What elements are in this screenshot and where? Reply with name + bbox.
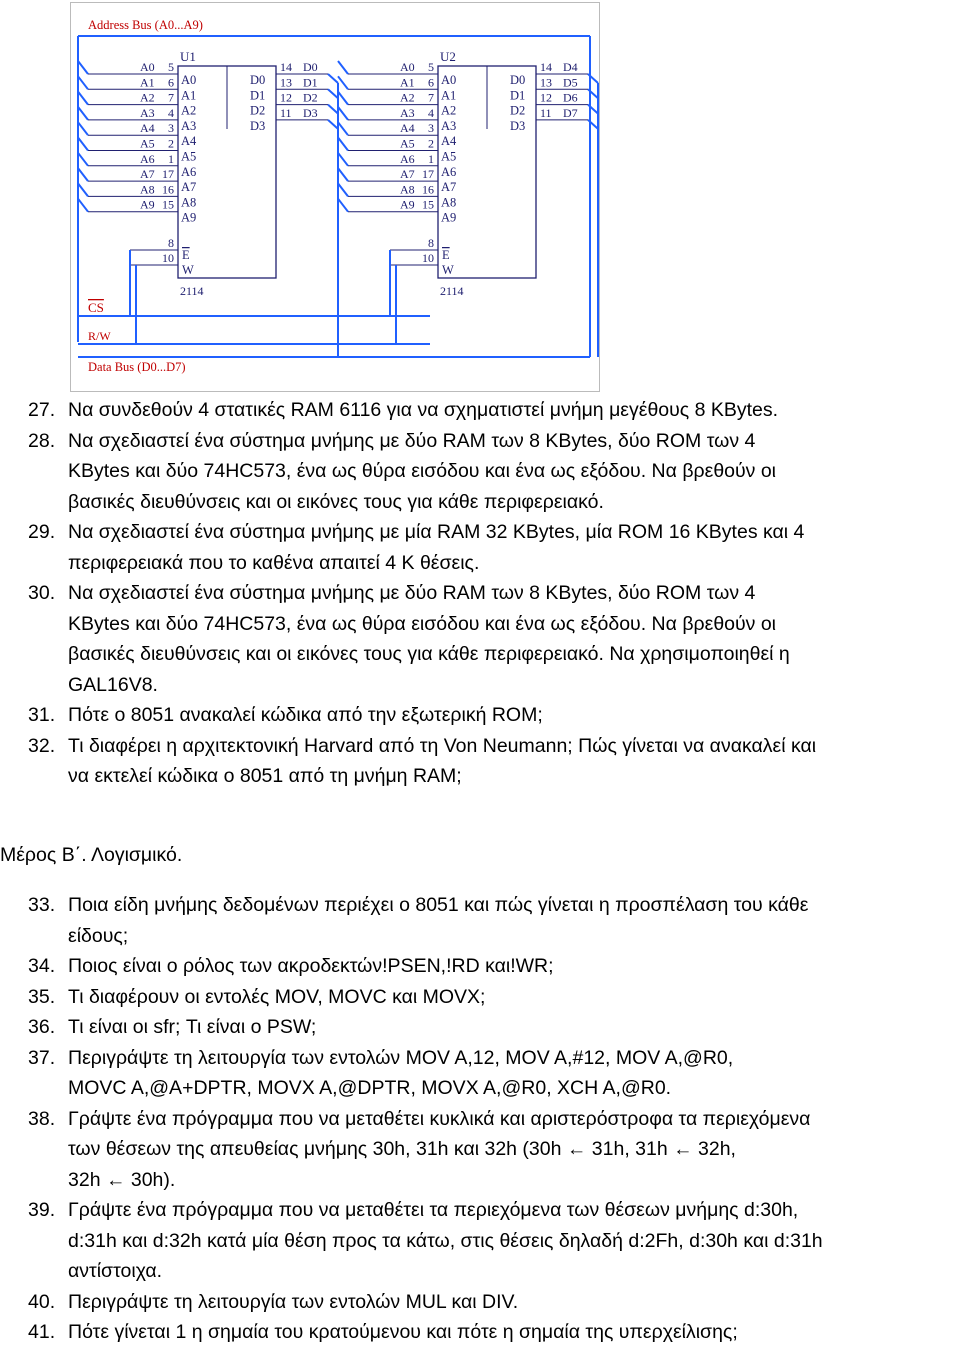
question-text-line: Τι διαφέρουν οι εντολές MOV, MOVC και MOVX; (68, 985, 486, 1008)
question-text-line: Γράψτε ένα πρόγραμμα που να μεταθέτει κυκλικά και αριστερόστροφα τα περιεχόμενα (68, 1107, 811, 1130)
data-bus-name: D0 (303, 60, 318, 74)
addr-bus-name: A9 (400, 197, 415, 212)
chip-part: 2114 (440, 284, 464, 298)
data-bus-label: Data Bus (D0...D7) (88, 360, 186, 374)
question-text-line: να εκτελεί κώδικα ο 8051 από τη μνήμη RAM; (68, 765, 462, 787)
addr-pin-name: A3 (181, 118, 197, 133)
addr-pin-name: A0 (441, 73, 457, 87)
question-number: 40. (28, 1290, 56, 1313)
question-number: 37. (28, 1046, 56, 1069)
question-text-line: Πότε γίνεται 1 η σημαία του κρατούμενου και πότε η σημαία της υπερχείλισης; (68, 1321, 738, 1343)
question-text-line: Τι είναι οι sfr; Τι είναι ο PSW; (68, 1016, 317, 1038)
addr-bus-name: A7 (140, 167, 155, 182)
ctrl-pin-name: W (182, 263, 194, 277)
addr-pin-number: 16 (162, 182, 174, 197)
addr-pin-name: A7 (181, 180, 197, 195)
addr-pin-number: 7 (428, 90, 434, 105)
question-text-line: Να συνδεθούν 4 στατικές RAM 6116 για να σχηματιστεί μνήμη μεγέθους 8 KBytes. (68, 399, 779, 421)
question-number: 32. (28, 734, 56, 757)
addr-bus-name: A2 (400, 90, 415, 105)
question-text-line: Πότε ο 8051 ανακαλεί κώδικα από την εξωτερική ROM; (68, 704, 543, 726)
question-number: 30. (28, 582, 56, 604)
addr-bus-name: A7 (400, 167, 415, 182)
data-pin-name: D2 (510, 103, 526, 118)
addr-pin-name: A7 (441, 180, 457, 195)
addr-pin-name: A1 (181, 88, 197, 103)
question-text-line: KBytes και δύο 74HC573, ένα ως θύρα εισόδου και ένα ως εξόδου. Να βρεθούν οι (68, 460, 777, 482)
question-number: 34. (28, 955, 56, 977)
ctrl-pin-name: E (182, 248, 190, 262)
question-text-line: Να σχεδιαστεί ένα σύστημα μνήμης με μία RAM 32 KBytes, μία ROM 16 KBytes και 4 (68, 521, 805, 543)
question-text-line: 32h ← 30h). (68, 1168, 176, 1191)
addr-bus-name: A0 (400, 60, 415, 74)
addr-pin-name: A9 (181, 210, 197, 225)
addr-bus-name: A5 (140, 136, 155, 151)
addr-pin-name: A3 (441, 118, 457, 133)
question-text-line: Γράψτε ένα πρόγραμμα που να μεταθέτει τα περιεχόμενα των θέσεων μνήμης d:30h, (68, 1199, 799, 1221)
data-pin-name: D2 (250, 103, 266, 118)
addr-pin-name: A2 (181, 103, 197, 118)
addr-pin-name: A5 (181, 149, 197, 164)
question-number: 31. (28, 704, 56, 726)
data-pin-number: 12 (540, 90, 552, 105)
question-text-line: είδους; (68, 924, 129, 947)
question-text-line: Ποιος είναι ο ρόλος των ακροδεκτών!PSEN,!RD και!WR; (68, 955, 554, 977)
addr-pin-number: 4 (428, 105, 434, 120)
question-text-line: Ποια είδη μνήμης δεδομένων περιέχει ο 8051 και πώς γίνεται η προσπέλαση του κάθε (68, 894, 809, 916)
addr-bus-name: A4 (400, 121, 415, 136)
question-number: 41. (28, 1321, 56, 1343)
addr-bus-name: A9 (140, 197, 155, 212)
addr-bus-name: A3 (400, 105, 415, 120)
addr-bus-name: A6 (140, 151, 155, 166)
question-text-line: Τι διαφέρει η αρχιτεκτονική Harvard από τη Von Neumann; Πώς γίνεται να ανακαλεί και (68, 734, 817, 757)
question-text-line: MOVC A,@A+DPTR, MOVX A,@DPTR, MOVX A,@R0, XCH A,@R0. (68, 1077, 672, 1099)
question-text-line: βασικές διευθύνσεις και οι εικόνες τους για κάθε περιφερειακό. (68, 490, 604, 513)
cs-label: CS (88, 300, 104, 315)
data-pin-number: 14 (280, 60, 292, 74)
addr-pin-number: 5 (168, 60, 174, 74)
addr-pin-number: 1 (168, 151, 174, 166)
addr-pin-name: A2 (441, 103, 457, 118)
question-text-line: αντίστοιχα. (68, 1260, 163, 1282)
addr-pin-number: 3 (168, 121, 174, 136)
data-pin-number: 13 (280, 75, 292, 90)
data-bus-name: D2 (303, 90, 318, 105)
addr-pin-number: 17 (422, 167, 434, 182)
question-number: 38. (28, 1107, 56, 1130)
data-pin-name: D1 (510, 88, 526, 103)
addr-bus-name: A8 (400, 182, 415, 197)
data-bus-name: D7 (563, 105, 578, 120)
rw-label: R/W (88, 329, 111, 343)
data-bus-name: D6 (563, 90, 578, 105)
data-bus-name: D4 (563, 60, 578, 74)
addr-pin-number: 4 (168, 105, 174, 120)
chip-ref: U2 (440, 49, 456, 64)
data-pin-name: D0 (250, 73, 266, 87)
data-bus-name: D3 (303, 105, 318, 120)
addr-pin-name: A8 (181, 195, 197, 210)
addr-bus-name: A4 (140, 121, 155, 136)
addr-pin-number: 2 (428, 136, 434, 151)
question-number: 39. (28, 1199, 56, 1221)
data-pin-number: 14 (540, 60, 552, 74)
question-number: 27. (28, 399, 56, 421)
data-bus-name: D1 (303, 75, 318, 90)
addr-pin-number: 5 (428, 60, 434, 74)
data-pin-number: 12 (280, 90, 292, 105)
question-number: 36. (28, 1016, 56, 1038)
addr-pin-name: A6 (441, 164, 457, 179)
chip-part: 2114 (180, 284, 204, 298)
question-text-line: Περιγράψτε τη λειτουργία των εντολών MUL και DIV. (68, 1290, 519, 1313)
addr-bus-name: A3 (140, 105, 155, 120)
question-text-line: περιφερειακά που το καθένα απαιτεί 4 Κ θέσεις. (68, 551, 480, 574)
addr-bus-name: A5 (400, 136, 415, 151)
question-number: 35. (28, 985, 56, 1008)
addr-bus-name: A2 (140, 90, 155, 105)
addr-pin-name: A0 (181, 73, 197, 87)
addr-bus-name: A6 (400, 151, 415, 166)
memory-schematic (70, 2, 600, 392)
addr-pin-number: 6 (168, 75, 174, 90)
addr-bus-name: A0 (140, 60, 155, 74)
ctrl-pin-name: E (442, 248, 450, 262)
addr-pin-number: 7 (168, 90, 174, 105)
addr-pin-name: A1 (441, 88, 457, 103)
addr-pin-name: A9 (441, 210, 457, 225)
addr-pin-name: A4 (441, 134, 457, 149)
chip-ref: U1 (180, 49, 196, 64)
addr-pin-number: 16 (422, 182, 434, 197)
addr-pin-number: 15 (422, 197, 434, 212)
data-pin-number: 11 (540, 105, 552, 120)
data-pin-number: 13 (540, 75, 552, 90)
question-text-line: KBytes και δύο 74HC573, ένα ως θύρα εισόδου και ένα ως εξόδου. Να βρεθούν οι (68, 612, 777, 635)
addr-pin-name: A4 (181, 134, 197, 149)
addr-pin-number: 2 (168, 136, 174, 151)
addr-pin-name: A5 (441, 149, 457, 164)
question-number: 28. (28, 429, 56, 452)
question-text-line: των θέσεων της απευθείας μνήμης 30h, 31h και 32h (30h ← 31h, 31h ← 32h, (68, 1138, 736, 1160)
data-pin-name: D3 (250, 118, 266, 133)
ctrl-pin-number: 8 (168, 236, 174, 250)
data-pin-name: D1 (250, 88, 266, 103)
addr-bus-name: A1 (140, 75, 155, 90)
addr-pin-number: 6 (428, 75, 434, 90)
question-text-line: d:31h και d:32h κατά μία θέση προς τα κάτω, στις θέσεις δηλαδή d:2Fh, d:30h και d:31h (68, 1229, 823, 1252)
question-text-line: Να σχεδιαστεί ένα σύστημα μνήμης με δύο RAM των 8 KBytes, δύο ROM των 4 (68, 429, 756, 452)
addr-pin-name: A8 (441, 195, 457, 210)
ctrl-pin-number: 10 (162, 251, 174, 265)
question-number: 29. (28, 521, 56, 543)
data-bus-name: D5 (563, 75, 578, 90)
ctrl-pin-number: 10 (422, 251, 434, 265)
addr-pin-name: A6 (181, 164, 197, 179)
addr-bus-name: A1 (400, 75, 415, 90)
addr-pin-number: 3 (428, 121, 434, 136)
data-pin-number: 11 (280, 105, 292, 120)
ctrl-pin-number: 8 (428, 236, 434, 250)
question-text-line: βασικές διευθύνσεις και οι εικόνες τους για κάθε περιφερειακό. Να χρησιμοποιηθεί η (68, 643, 790, 665)
data-pin-name: D3 (510, 118, 526, 133)
question-text-line: GAL16V8. (68, 673, 158, 696)
question-number: 33. (28, 894, 56, 916)
question-text-line: Να σχεδιαστεί ένα σύστημα μνήμης με δύο RAM των 8 KBytes, δύο ROM των 4 (68, 582, 756, 604)
question-text-line: Περιγράψτε τη λειτουργία των εντολών MOV A,12, MOV A,#12, MOV A,@R0, (68, 1046, 734, 1069)
addr-pin-number: 1 (428, 151, 434, 166)
addr-bus-name: A8 (140, 182, 155, 197)
ctrl-pin-name: W (442, 263, 454, 277)
addr-pin-number: 15 (162, 197, 174, 212)
address-bus-label: Address Bus (A0...A9) (88, 18, 203, 32)
addr-pin-number: 17 (162, 167, 174, 182)
data-pin-name: D0 (510, 73, 526, 87)
section-heading: Μέρος Β΄. Λογισμικό. (0, 844, 183, 866)
